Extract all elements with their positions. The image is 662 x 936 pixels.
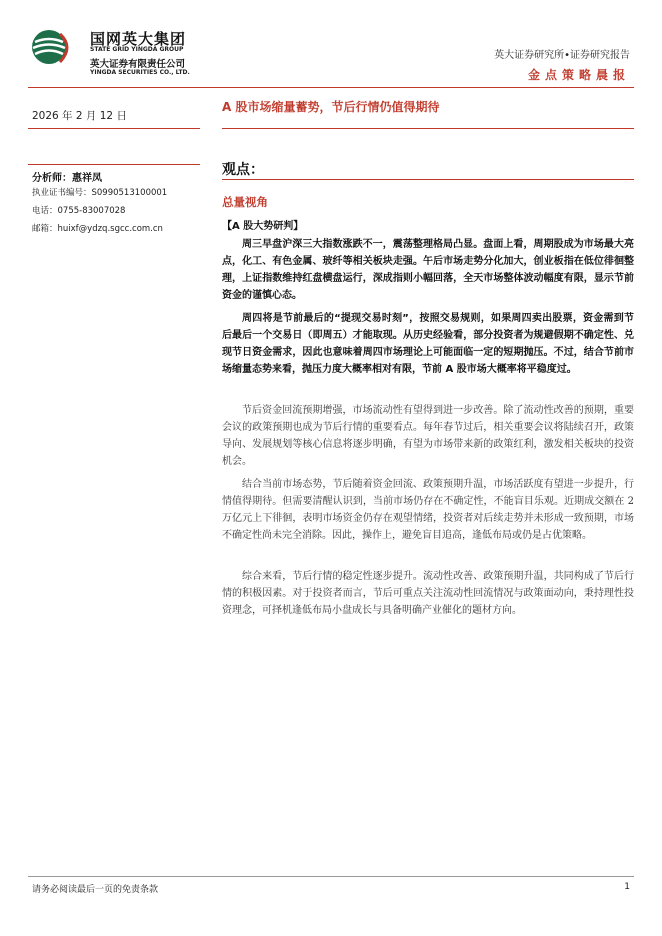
- left-divider-top: [28, 128, 200, 129]
- paragraph-4: 结合当前市场态势，节后随着资金回流、政策预期升温，市场活跃度有望进一步提升，行情值得期待。但需要清醒认识到，当前市场仍存在不确定性，不能盲目乐观。近期成交额在 2 万亿元上下徘徊，表明市场资金仍存在观望情绪，投资者对后续走势并未形成一致预期，市场不确定性尚未完全消除。因此，操作上，避免盲目追高，逢低布局或仍是占优策略。: [222, 479, 634, 541]
- header-divider: [28, 87, 634, 88]
- company-name-en: YINGDA SECURITIES CO., LTD.: [90, 69, 190, 76]
- report-line: 英大证券研究所•证券研究报告: [494, 50, 630, 61]
- brand-name-cn: 国网英大集团: [90, 30, 187, 48]
- paragraph-5: 综合来看，节后行情的稳定性逐步提升。流动性改善、政策预期升温，共同构成了节后行情的积极因素。对于投资者而言，节后可重点关注流动性回流情况与政策面动向，秉持理性投资理念，可择机逢低布局小盘成长与具备明确产业催化的题材方向。: [222, 571, 634, 616]
- report-date: 2026 年 2 月 12 日: [32, 110, 127, 122]
- paragraph-1: 周三早盘沪深三大指数涨跌不一，震荡整理格局凸显。盘面上看，周期股成为市场最大亮点，化工、有色金属、玻纤等相关板块走强。午后市场走势分化加大，创业板指在低位徘徊整理，上证指数维持红盘横盘运行，深成指则小幅回落，全天市场整体波动幅度有限，显示节前资金的谨慎心态。: [222, 239, 634, 301]
- viewpoint-heading: 观点：: [222, 162, 264, 178]
- state-grid-globe-logo: [30, 28, 76, 66]
- footer-disclaimer: 请务必阅读最后一页的免责条款: [32, 885, 159, 895]
- report-title: A 股市场缩量蓄势，节后行情仍值得期待: [222, 100, 440, 114]
- analyst-license: 执业证书编号：S0990513100001: [32, 188, 168, 198]
- footer-divider: [28, 876, 634, 877]
- viewpoint-divider: [222, 179, 634, 180]
- report-series: 金点策略晨报: [527, 68, 630, 82]
- section-heading: 总量视角: [222, 195, 268, 209]
- company-name-cn: 英大证券有限责任公司: [90, 59, 186, 70]
- analyst-phone: 电话：0755-83007028: [32, 206, 126, 216]
- subsection-heading: 【A 股大势研判】: [222, 221, 304, 232]
- title-divider: [222, 128, 634, 129]
- page-number: 1: [624, 882, 630, 892]
- paragraph-2: 周四将是节前最后的“提现交易时刻”，按照交易规则，如果周四卖出股票，资金需到节后最后一个交易日（即周五）才能取现。从历史经验看，部分投资者为规避假期不确定性、兑现节日资金需求，因此也意味着周四市场理论上可能面临一定的短期抛压。不过，结合节前市场缩量态势来看，抛压力度大概率相对有限，节前 A 股市场大概率将平稳度过。: [222, 313, 634, 375]
- left-divider-analyst: [28, 164, 200, 165]
- analyst-name: 分析师：惠祥凤: [32, 173, 102, 184]
- analyst-email: 邮箱：huixf@ydzq.sgcc.com.cn: [32, 224, 163, 234]
- paragraph-3: 节后资金回流预期增强，市场流动性有望得到进一步改善。除了流动性改善的预期，重要会议的政策预期也成为节后行情的重要看点。每年春节过后，相关重要会议将陆续召开，政策导向、发展规划等核心信息将逐步明确，有望为市场带来新的政策红利，激发相关板块的投资机会。: [222, 405, 634, 467]
- brand-name-en: STATE GRID YINGDA GROUP: [90, 46, 184, 53]
